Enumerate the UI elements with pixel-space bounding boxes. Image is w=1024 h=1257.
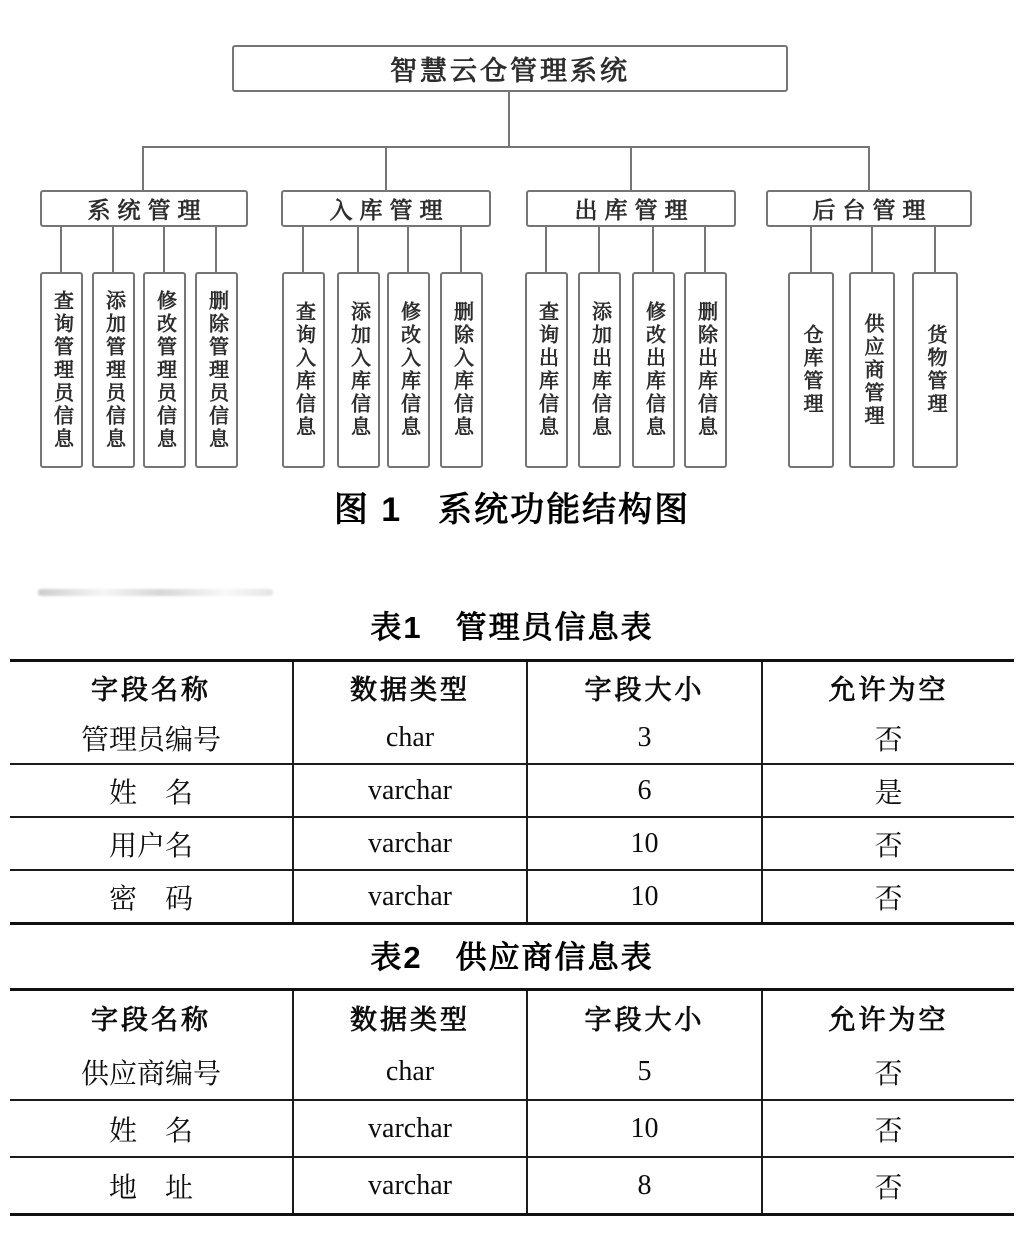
- cell: 3: [527, 712, 762, 764]
- connector-drop-group4: [868, 146, 870, 191]
- cell: 否: [762, 870, 1014, 924]
- column-header: 数据类型: [293, 990, 527, 1045]
- group-label: 入库管理: [329, 197, 450, 223]
- cell: 否: [762, 1100, 1014, 1157]
- cell: 是: [762, 764, 1014, 817]
- connector-leaf: [112, 227, 114, 272]
- leaf-label: 查询入库信息: [292, 301, 315, 439]
- table-row: [10, 1157, 1014, 1215]
- leaf-label: 添加管理员信息: [102, 289, 125, 451]
- leaf-label: 修改出库信息: [642, 301, 665, 439]
- connector-leaf: [652, 227, 654, 272]
- connector-leaf: [871, 227, 873, 272]
- diagram-group-system: [40, 190, 248, 227]
- connector-leaf: [60, 227, 62, 272]
- group-label: 系统管理: [87, 197, 208, 223]
- leaf-delete-admin-info: [195, 272, 238, 468]
- leaf-supplier-management: [849, 272, 895, 468]
- cell: 5: [527, 1044, 762, 1100]
- cell: 姓 名: [108, 1115, 193, 1147]
- cell: varchar: [293, 764, 527, 817]
- table-row: [10, 817, 1014, 870]
- table1-admin-info: [10, 659, 1014, 925]
- leaf-label: 货物管理: [924, 324, 946, 416]
- diagram-root-label: 智慧云仓管理系统: [390, 56, 630, 86]
- diagram-root-node: [232, 45, 788, 92]
- connector-drop-group3: [630, 146, 632, 191]
- leaf-label: 查询出库信息: [535, 301, 558, 439]
- diagram-group-backend: [766, 190, 972, 227]
- diagram-group-inbound: [281, 190, 491, 227]
- leaf-label: 删除管理员信息: [205, 289, 228, 451]
- leaf-modify-admin-info: [143, 272, 186, 468]
- cell: 否: [762, 1044, 1014, 1100]
- figure-caption: 图 1 系统功能结构图: [333, 491, 691, 529]
- connector-leaf: [598, 227, 600, 272]
- connector-leaf: [215, 227, 217, 272]
- leaf-delete-outbound-info: [684, 272, 727, 468]
- leaf-label: 修改入库信息: [397, 301, 420, 439]
- table-header-row: [10, 990, 1014, 1045]
- table-row: [10, 1044, 1014, 1100]
- column-header: 数据类型: [293, 661, 527, 713]
- table-row: [10, 712, 1014, 764]
- leaf-label: 添加入库信息: [347, 301, 370, 439]
- connector-leaf: [460, 227, 462, 272]
- connector-root-drop: [508, 92, 510, 147]
- column-header: 字段大小: [527, 661, 762, 713]
- table1-title: 表1 管理员信息表: [370, 610, 654, 645]
- leaf-warehouse-management: [788, 272, 834, 468]
- leaf-query-inbound-info: [282, 272, 325, 468]
- connector-leaf: [934, 227, 936, 272]
- connector-leaf: [545, 227, 547, 272]
- connector-leaf: [163, 227, 165, 272]
- connector-leaf: [302, 227, 304, 272]
- group-label: 出库管理: [574, 197, 695, 223]
- cell: varchar: [293, 870, 527, 924]
- cell: 用户名: [108, 830, 193, 862]
- leaf-delete-inbound-info: [440, 272, 483, 468]
- connector-drop-group1: [142, 146, 144, 191]
- leaf-label: 供应商管理: [861, 312, 883, 428]
- cell: varchar: [293, 1100, 527, 1157]
- connector-bus: [142, 146, 870, 148]
- leaf-label: 修改管理员信息: [153, 289, 176, 451]
- leaf-label: 添加出库信息: [588, 301, 611, 439]
- cell: 8: [527, 1157, 762, 1215]
- table-header-row: [10, 661, 1014, 713]
- cell: 否: [762, 817, 1014, 870]
- cell: 6: [527, 764, 762, 817]
- cell: 地 址: [108, 1172, 193, 1204]
- leaf-modify-inbound-info: [387, 272, 430, 468]
- leaf-add-admin-info: [92, 272, 135, 468]
- leaf-add-inbound-info: [337, 272, 380, 468]
- cell: varchar: [293, 1157, 527, 1215]
- leaf-modify-outbound-info: [632, 272, 675, 468]
- cell: 姓 名: [108, 777, 193, 809]
- group-label: 后台管理: [812, 197, 933, 223]
- connector-drop-group2: [385, 146, 387, 191]
- table-row: [10, 764, 1014, 817]
- connector-leaf: [357, 227, 359, 272]
- connector-leaf: [810, 227, 812, 272]
- cell: 密 码: [108, 883, 193, 915]
- leaf-add-outbound-info: [578, 272, 621, 468]
- leaf-query-admin-info: [40, 272, 83, 468]
- leaf-label: 删除入库信息: [450, 301, 473, 439]
- leaf-goods-management: [912, 272, 958, 468]
- scan-smudge: [38, 589, 273, 596]
- connector-leaf: [407, 227, 409, 272]
- leaf-label: 删除出库信息: [694, 301, 717, 439]
- table2-title: 表2 供应商信息表: [370, 940, 654, 975]
- cell: 10: [527, 1100, 762, 1157]
- column-header: 字段大小: [527, 990, 762, 1045]
- column-header: 允许为空: [762, 990, 1014, 1045]
- column-header: 字段名称: [91, 674, 211, 705]
- cell: 供应商编号: [80, 1058, 221, 1090]
- cell: 10: [527, 817, 762, 870]
- connector-leaf: [704, 227, 706, 272]
- table-row: [10, 1100, 1014, 1157]
- column-header: 字段名称: [91, 1005, 211, 1035]
- cell: char: [293, 712, 527, 764]
- leaf-label: 查询管理员信息: [50, 289, 73, 451]
- leaf-label: 仓库管理: [800, 324, 822, 416]
- cell: 否: [762, 1157, 1014, 1215]
- cell: 10: [527, 870, 762, 924]
- cell: 管理员编号: [80, 724, 221, 756]
- table2-supplier-info: [10, 988, 1014, 1216]
- cell: varchar: [293, 817, 527, 870]
- cell: 否: [762, 712, 1014, 764]
- cell: char: [293, 1044, 527, 1100]
- table-row: [10, 870, 1014, 924]
- leaf-query-outbound-info: [525, 272, 568, 468]
- column-header: 允许为空: [762, 661, 1014, 713]
- diagram-group-outbound: [526, 190, 736, 227]
